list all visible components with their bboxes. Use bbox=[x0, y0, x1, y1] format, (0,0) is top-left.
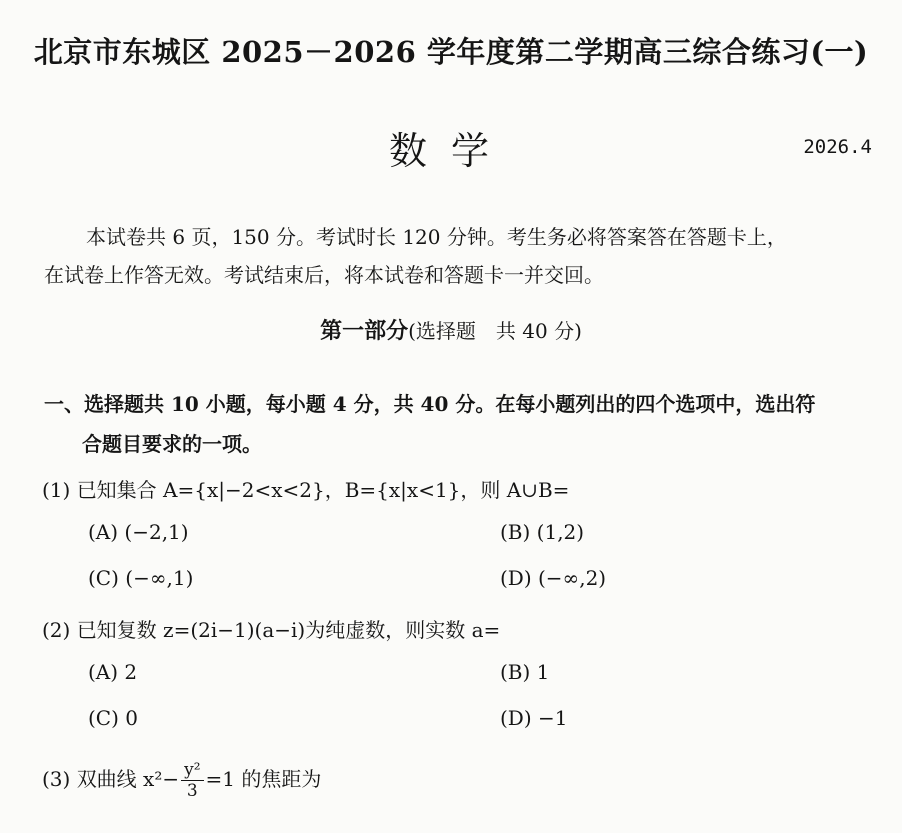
instructions bbox=[44, 218, 874, 294]
question-3-stem bbox=[42, 760, 321, 801]
fraction-numerator: y² bbox=[181, 760, 203, 781]
instructions-line-1: 本试卷共 6 页，150 分。考试时长 120 分钟。考生务必将答案答在答题卡上， bbox=[86, 225, 787, 249]
instructions-line-2: 在试卷上作答无效。考试结束后，将本试卷和答题卡一并交回。 bbox=[44, 263, 604, 287]
subject-title: 数学 bbox=[388, 129, 513, 173]
question-1-option-c: (C) (−∞,1) bbox=[88, 566, 194, 590]
question-2-stem: (2) 已知复数 z=(2i−1)(a−i)为纯虚数，则实数 a= bbox=[42, 618, 501, 642]
question-1-option-a: (A) (−2,1) bbox=[88, 520, 189, 544]
question-3-stem-prefix: (3) 双曲线 x²− bbox=[42, 767, 180, 791]
question-2-option-a: (A) 2 bbox=[88, 660, 138, 684]
part-note: (选择题 共 40 分) bbox=[408, 319, 582, 343]
question-1-option-d: (D) (−∞,2) bbox=[500, 566, 607, 590]
section-heading bbox=[44, 384, 874, 464]
section-line-1: 一、选择题共 10 小题，每小题 4 分，共 40 分。在每小题列出的四个选项中，选出符 bbox=[44, 392, 816, 416]
question-2-option-d: (D) −1 bbox=[500, 706, 568, 730]
question-3-stem-suffix: =1 的焦距为 bbox=[205, 767, 322, 791]
part-heading bbox=[0, 314, 902, 345]
question-2-option-b: (B) 1 bbox=[500, 660, 550, 684]
fraction bbox=[181, 760, 203, 801]
question-1-stem: (1) 已知集合 A={x|−2<x<2}，B={x|x<1}，则 A∪B= bbox=[42, 478, 570, 502]
section-line-2: 合题目要求的一项。 bbox=[82, 432, 262, 456]
part-title: 第一部分 bbox=[320, 318, 409, 344]
fraction-denominator: 3 bbox=[186, 781, 198, 801]
exam-title: 北京市东城区 2025－2026 学年度第二学期高三综合练习(一) bbox=[33, 35, 869, 69]
exam-date: 2026.4 bbox=[803, 136, 872, 158]
question-2-option-c: (C) 0 bbox=[88, 706, 138, 730]
question-1-option-b: (B) (1,2) bbox=[500, 520, 585, 544]
